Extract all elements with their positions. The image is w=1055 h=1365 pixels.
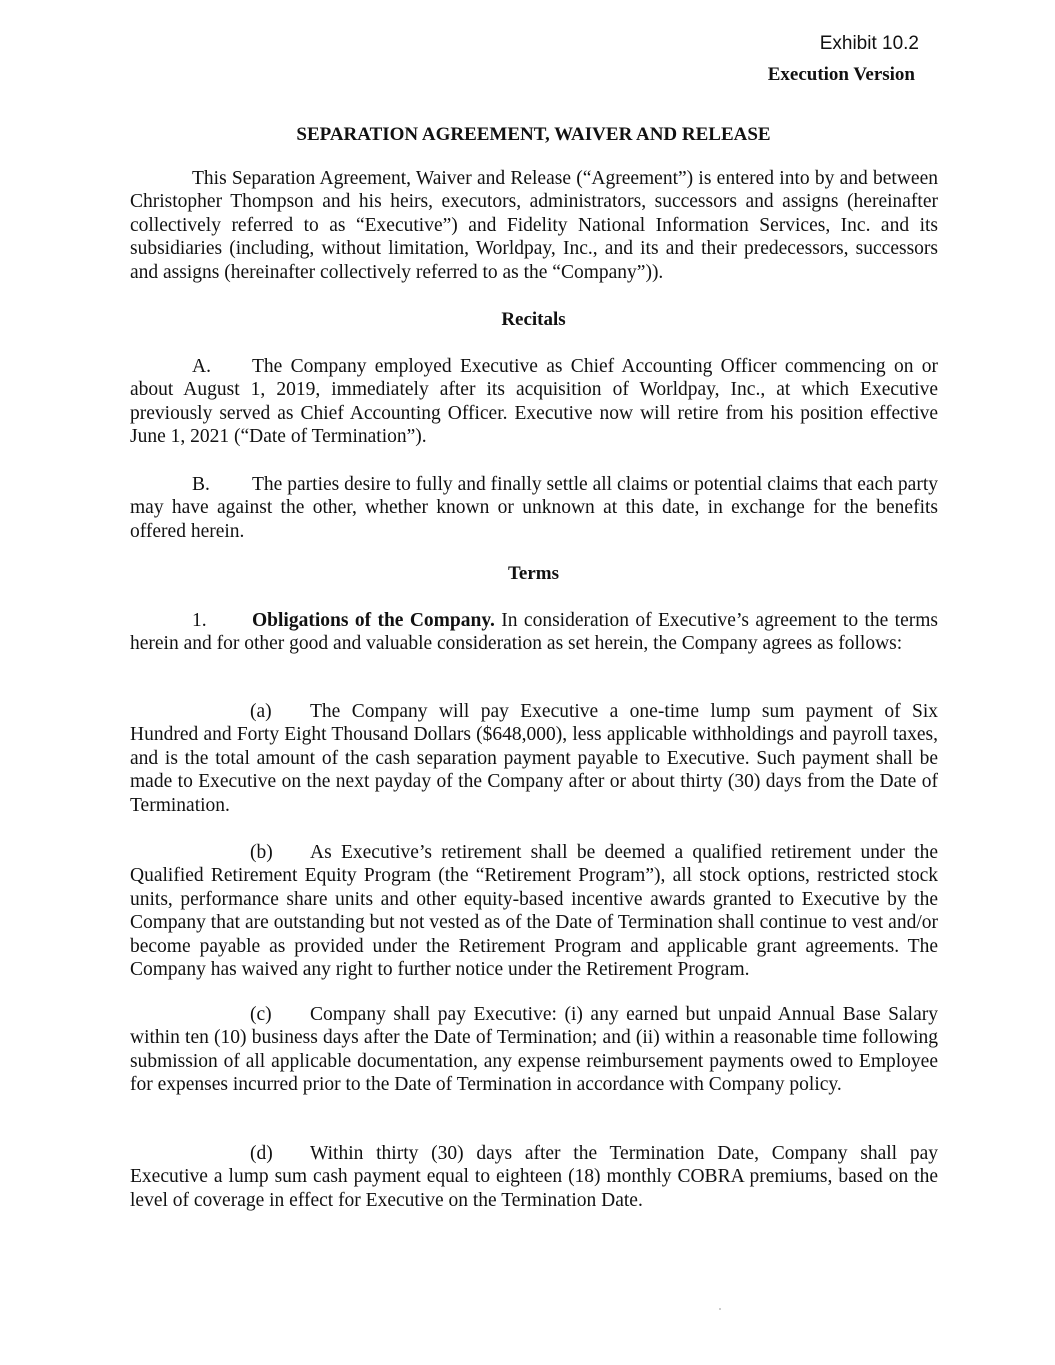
clause-d (130, 1142, 938, 1213)
recitals-heading: Recitals (501, 309, 566, 330)
execution-version-label: Execution Version (767, 64, 915, 85)
section-1-marker: 1. (192, 609, 207, 631)
clause-a (130, 700, 938, 818)
clause-d-marker: (d) (250, 1142, 273, 1164)
clause-a-text: The Company will pay Executive a one-time lump sum payment of Six Hundred and Forty Eight Thousand Dollars ($648,000), less applicable withholdings and payroll taxes, and is the total amount of the cash separation payment payable to Executive. Such payment shall be made to Executive on the next payday of the Company after or about thirty (30) days from the Date of Termination. (130, 700, 938, 816)
recital-a (130, 355, 938, 449)
clause-b-text: As Executive’s retirement shall be deemed a qualified retirement under the Qualified Retirement Equity Program (the “Retirement Program”), all stock options, restricted stock units, performance share units and other equity-based incentive awards granted to Executive by the Company that are outstanding but not vested as of the Date of Termination shall continue to vest and/or become payable as provided under the Retirement Program and applicable grant agreements. The Company has waived any right to further notice under the Retirement Program. (130, 841, 938, 980)
clause-c-marker: (c) (250, 1003, 272, 1025)
clause-d-text: Within thirty (30) days after the Termination Date, Company shall pay Executive a lump sum cash payment equal to eighteen (18) monthly COBRA premiums, based on the level of coverage in effect for Executive on the Termination Date. (130, 1142, 938, 1211)
scan-speck (719, 1308, 721, 1310)
clause-c-text: Company shall pay Executive: (i) any earned but unpaid Annual Base Salary within ten (10) business days after the Date of Termination; and (ii) within a reasonable time following submission of all applicable documentation, any expense reimbursement payments owed to Employee for expenses incurred prior to the Date of Termination in accordance with Company policy. (130, 1003, 938, 1095)
exhibit-label: Exhibit 10.2 (819, 33, 919, 54)
clause-c (130, 1003, 938, 1097)
recital-a-marker: A. (192, 355, 211, 377)
recital-b (130, 473, 938, 544)
intro-paragraph: This Separation Agreement, Waiver and Release (“Agreement”) is entered into by and between Christopher Thompson and his heirs, executors, administrators, successors and assigns (hereinafter collectively referred to as “Executive”) and Fidelity National Information Services, Inc. and its subsidiaries (including, without limitation, Worldpay, Inc., and its and their predecessors, successors and assigns (hereinafter collectively referred to as the “Company”)). (130, 167, 938, 283)
section-1-text: In consideration of Executive’s agreement to the terms herein and for other good and valuable consideration as set herein, the Company agrees as follows: (130, 609, 939, 654)
terms-heading: Terms (507, 563, 560, 584)
clause-b (130, 841, 938, 982)
document-title: SEPARATION AGREEMENT, WAIVER AND RELEASE (296, 124, 771, 145)
clause-b-marker: (b) (250, 841, 273, 863)
section-1-title: Obligations of the Company. (252, 609, 495, 631)
section-1 (130, 609, 938, 656)
recital-b-marker: B. (192, 473, 210, 495)
clause-a-marker: (a) (250, 700, 272, 722)
recital-b-text: The parties desire to fully and finally settle all claims or potential claims that each party may have against the other, whether known or unknown at this date, in exchange for the benefits offered herein. (130, 473, 938, 542)
recital-a-text: The Company employed Executive as Chief Accounting Officer commencing on or about August 1, 2019, immediately after its acquisition of Worldpay, Inc., at which Executive previously served as Chief Accounting Officer. Executive now will retire from his position effective June 1, 2021 (“Date of Termination”). (130, 355, 938, 447)
